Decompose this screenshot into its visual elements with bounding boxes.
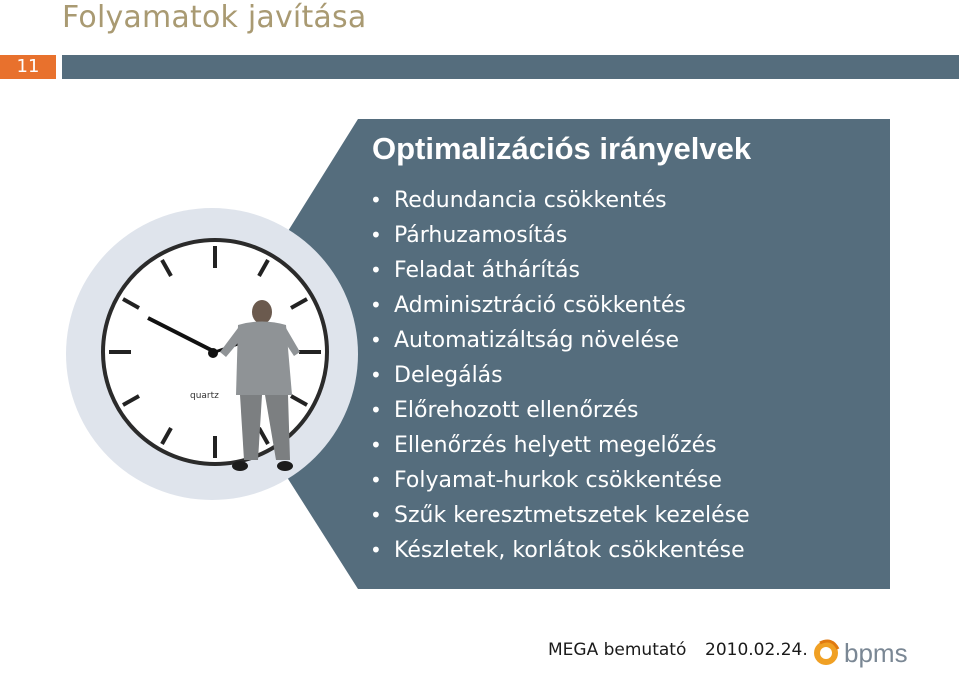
- list-item: [368, 253, 750, 288]
- bullet-text: Feladat áthárítás: [394, 258, 580, 283]
- bullet-text: Előrehozott ellenőrzés: [394, 398, 639, 423]
- bpms-logo: [812, 633, 922, 673]
- list-item: [368, 393, 750, 428]
- footer-date: 2010.02.24.: [705, 640, 808, 660]
- logo-text: bpms: [844, 638, 908, 668]
- slide-title: Folyamatok javítása: [62, 0, 367, 35]
- slide-number: 11: [0, 55, 56, 79]
- bullet-text: Ellenőrzés helyett megelőzés: [394, 433, 717, 458]
- bullet-text: Folyamat-hurkok csökkentése: [394, 468, 722, 493]
- clock-brand-label: quartz: [190, 391, 219, 401]
- list-item: [368, 183, 750, 218]
- bullet-icon: •: [370, 433, 382, 457]
- bullet-icon: •: [370, 188, 382, 212]
- list-item: [368, 288, 750, 323]
- list-item: [368, 463, 750, 498]
- list-item: [368, 498, 750, 533]
- bullet-text: Párhuzamosítás: [394, 223, 568, 248]
- bullet-text: Készletek, korlátok csökkentése: [394, 538, 745, 563]
- list-item: [368, 218, 750, 253]
- footer-presentation: MEGA bemutató: [548, 640, 687, 660]
- list-item: [368, 358, 750, 393]
- bullet-text: Delegálás: [394, 363, 503, 388]
- list-item: [368, 323, 750, 358]
- bullet-icon: •: [370, 258, 382, 282]
- bullet-icon: •: [370, 468, 382, 492]
- bullet-icon: •: [370, 503, 382, 527]
- bullet-text: Automatizáltság növelése: [394, 328, 680, 353]
- bullet-text: Redundancia csökkentés: [394, 188, 667, 213]
- bullet-icon: •: [370, 328, 382, 352]
- content-heading: Optimalizációs irányelvek: [372, 131, 752, 166]
- list-item: [368, 428, 750, 463]
- bullet-icon: •: [370, 293, 382, 317]
- bullet-text: Szűk keresztmetszetek kezelése: [394, 503, 750, 528]
- bullet-icon: •: [370, 538, 382, 562]
- bullet-list: [368, 183, 750, 568]
- bullet-icon: •: [370, 398, 382, 422]
- bullet-icon: •: [370, 363, 382, 387]
- bullet-text: Adminisztráció csökkentés: [394, 293, 686, 318]
- bullet-icon: •: [370, 223, 382, 247]
- list-item: [368, 533, 750, 568]
